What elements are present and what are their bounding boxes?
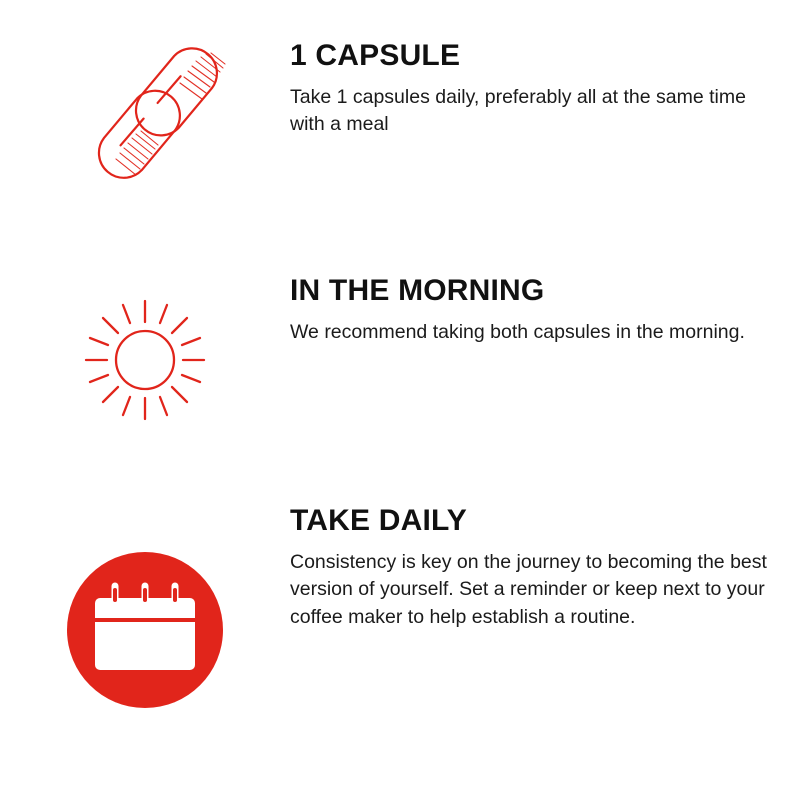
capsule-heading: 1 CAPSULE (290, 39, 461, 72)
daily-heading: TAKE DAILY (290, 504, 468, 537)
capsules-icon-cell (0, 40, 290, 190)
morning-text-cell (290, 275, 800, 346)
capsule-body: Take 1 capsules daily, preferably all at the same time with a meal (290, 85, 746, 136)
calendar-icon (65, 550, 225, 710)
daily-text-cell (290, 505, 800, 632)
section-daily (0, 505, 800, 720)
section-morning (0, 275, 800, 435)
morning-heading: IN THE MORNING (290, 274, 545, 307)
calendar-icon-cell (0, 540, 290, 720)
morning-body: We recommend taking both capsules in the morning. (290, 320, 745, 343)
capsules-icon (60, 35, 230, 195)
daily-body: Consistency is key on the journey to becoming the best version of yourself. Set a reminder or keep next to your coffee maker to help establish a routine. (290, 550, 767, 628)
sun-icon (80, 295, 210, 425)
section-capsule (0, 40, 800, 190)
capsule-text-cell (290, 40, 800, 139)
sun-icon-cell (0, 285, 290, 435)
